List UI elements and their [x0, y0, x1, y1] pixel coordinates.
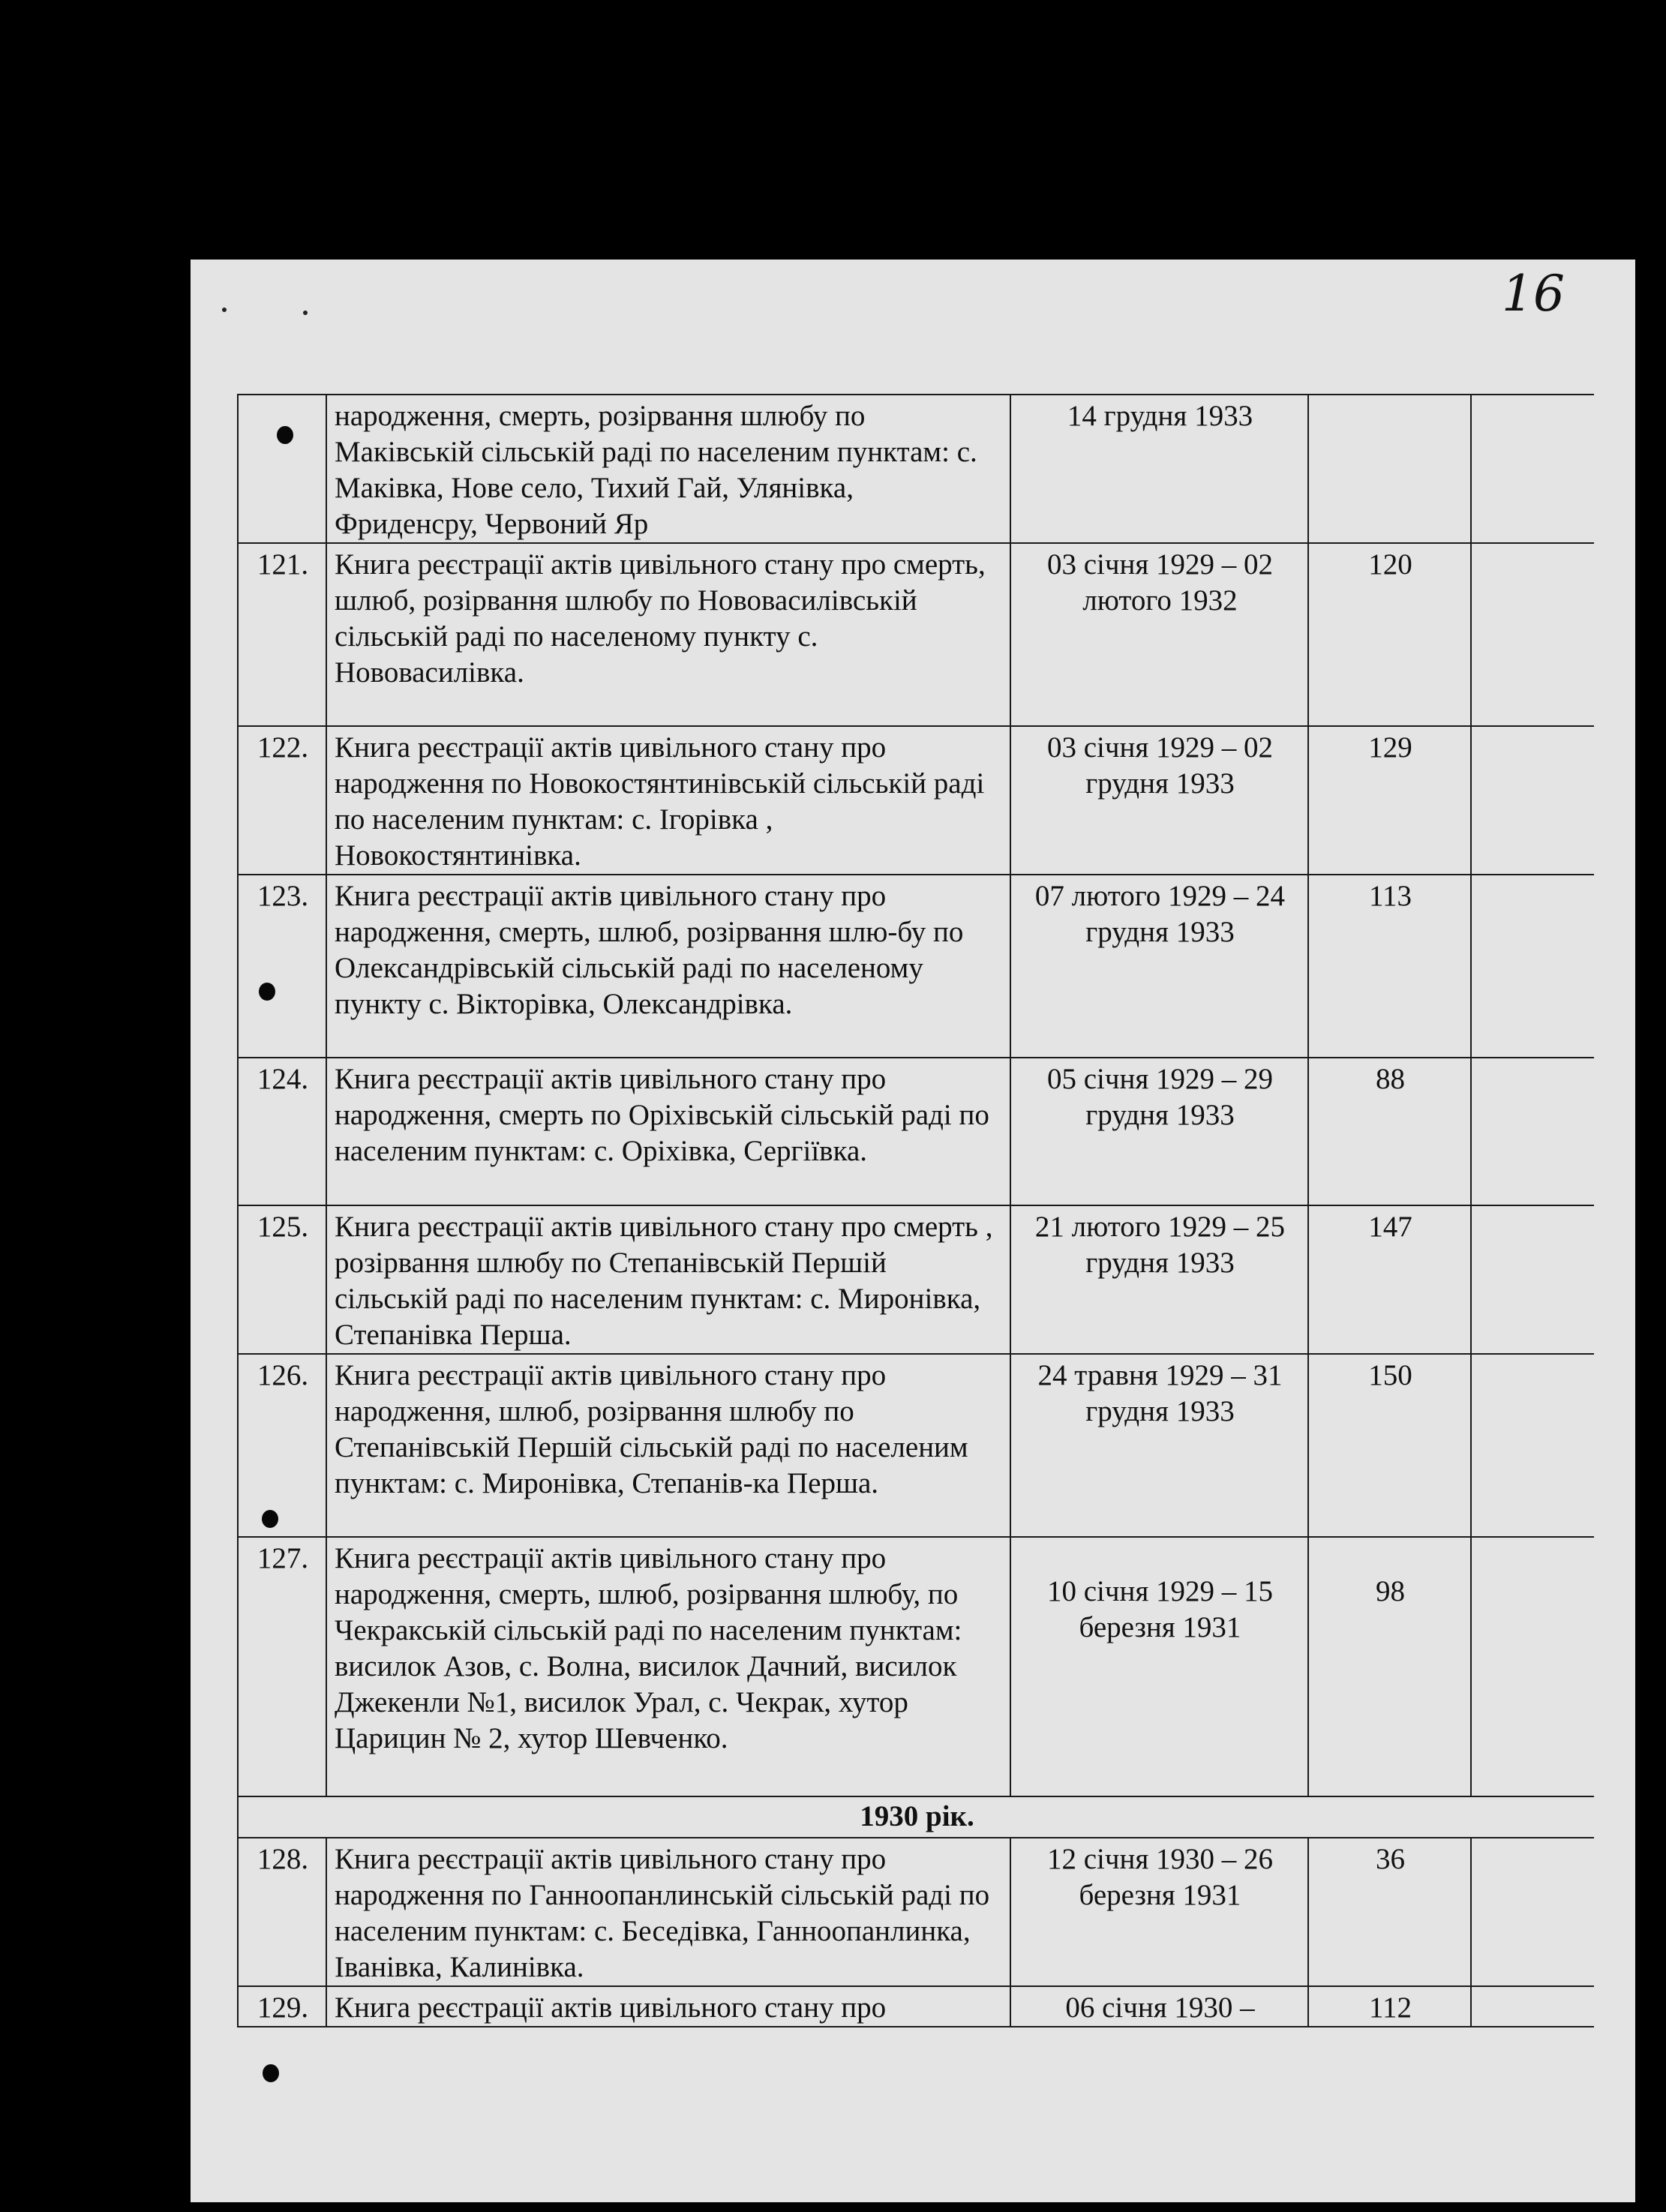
table-row [238, 1537, 1594, 1796]
row-blank [1471, 395, 1594, 543]
table-row [238, 875, 1594, 1058]
row-dates: 05 січня 1929 – 29 грудня 1933 [1010, 1058, 1308, 1205]
row-blank [1471, 875, 1594, 1058]
row-description: Книга реєстрації актів цивільного стану про смерть , розірвання шлюбу по Степанівській Першій сільській раді по населеним пунктам: с. Миронівка, Степанівка Перша. [326, 1205, 1010, 1354]
table-row [238, 395, 1594, 543]
registry-table [237, 394, 1594, 2027]
row-count: 150 [1308, 1354, 1471, 1537]
row-number [238, 395, 326, 543]
year-header-row [238, 1796, 1594, 1838]
row-dates: 10 січня 1929 – 15 березня 1931 [1010, 1537, 1308, 1796]
row-description: Книга реєстрації актів цивільного стану про [326, 1986, 1010, 2027]
punch-hole-icon [263, 2064, 279, 2082]
row-blank [1471, 1838, 1594, 1986]
row-count: 112 [1308, 1986, 1471, 2027]
row-dates: 14 грудня 1933 [1010, 395, 1308, 543]
row-description: Книга реєстрації актів цивільного стану про народження, смерть, шлюб, розірвання шлю-бу по Олександрівській сільській раді по населеному пункту с. Вікторівка, Олександрівка. [326, 875, 1010, 1058]
row-description: Книга реєстрації актів цивільного стану про народження, смерть по Оріхівській сільській раді по населеним пунктам: с. Оріхівка, Сергіївка. [326, 1058, 1010, 1205]
row-blank [1471, 726, 1594, 875]
row-number: 123. [238, 875, 326, 1058]
row-number: 126. [238, 1354, 326, 1537]
row-count: 129 [1308, 726, 1471, 875]
page-number: 16 [1502, 265, 1565, 323]
row-number: 129. [238, 1986, 326, 2027]
table-row [238, 1838, 1594, 1986]
row-description: народження, смерть, розірвання шлюбу по Маківській сільській раді по населеним пунктам: с. Маківка, Нове село, Тихий Гай, Улянівка, Фриденсру, Червоний Яр [326, 395, 1010, 543]
row-blank [1471, 1537, 1594, 1796]
speck-mark [222, 308, 227, 312]
row-count: 147 [1308, 1205, 1471, 1354]
table-row [238, 726, 1594, 875]
row-dates: 03 січня 1929 – 02 грудня 1933 [1010, 726, 1308, 875]
row-blank [1471, 1986, 1594, 2027]
row-count: 98 [1308, 1537, 1471, 1796]
table-row [238, 1354, 1594, 1537]
row-count: 88 [1308, 1058, 1471, 1205]
row-number: 124. [238, 1058, 326, 1205]
row-blank [1471, 1205, 1594, 1354]
year-header: 1930 рік. [238, 1796, 1594, 1838]
row-dates: 21 лютого 1929 – 25 грудня 1933 [1010, 1205, 1308, 1354]
row-number: 127. [238, 1537, 326, 1796]
row-number: 125. [238, 1205, 326, 1354]
table-row [238, 1986, 1594, 2027]
row-blank [1471, 543, 1594, 726]
row-count: 120 [1308, 543, 1471, 726]
row-dates: 24 травня 1929 – 31 грудня 1933 [1010, 1354, 1308, 1537]
row-number: 121. [238, 543, 326, 726]
row-count: 113 [1308, 875, 1471, 1058]
row-count: 36 [1308, 1838, 1471, 1986]
row-dates: 07 лютого 1929 – 24 грудня 1933 [1010, 875, 1308, 1058]
row-description: Книга реєстрації актів цивільного стану про смерть, шлюб, розірвання шлюбу по Нововасилівській сільській раді по населеному пункту с. Нововасилівка. [326, 543, 1010, 726]
row-count [1308, 395, 1471, 543]
table-row [238, 1058, 1594, 1205]
row-dates: 06 січня 1930 – [1010, 1986, 1308, 2027]
row-dates: 03 січня 1929 – 02 лютого 1932 [1010, 543, 1308, 726]
row-description: Книга реєстрації актів цивільного стану про народження по Ганноопанлинській сільській раді по населеним пунктам: с. Беседівка, Ганноопанлинка, Іванівка, Калинівка. [326, 1838, 1010, 1986]
row-description: Книга реєстрації актів цивільного стану про народження по Новокостянтинівській сільській раді по населеним пунктам: с. Ігорівка , Новокостянтинівка. [326, 726, 1010, 875]
row-blank [1471, 1058, 1594, 1205]
row-dates: 12 січня 1930 – 26 березня 1931 [1010, 1838, 1308, 1986]
row-description: Книга реєстрації актів цивільного стану про народження, шлюб, розірвання шлюбу по Степанівській Першій сільській раді по населеним пунктам: с. Миронівка, Степанів-ка Перша. [326, 1354, 1010, 1537]
row-description: Книга реєстрації актів цивільного стану про народження, смерть, шлюб, розірвання шлюбу, по Чекракській сільській раді по населеним пунктам: висилок Азов, с. Волна, висилок Дачний, висилок Джекенли №1, висилок Урал, с. Чекрак, хутор Царицин № 2, хутор Шевченко. [326, 1537, 1010, 1796]
table-row [238, 543, 1594, 726]
row-blank [1471, 1354, 1594, 1537]
row-number: 122. [238, 726, 326, 875]
table-row [238, 1205, 1594, 1354]
row-number: 128. [238, 1838, 326, 1986]
speck-mark [303, 311, 308, 315]
